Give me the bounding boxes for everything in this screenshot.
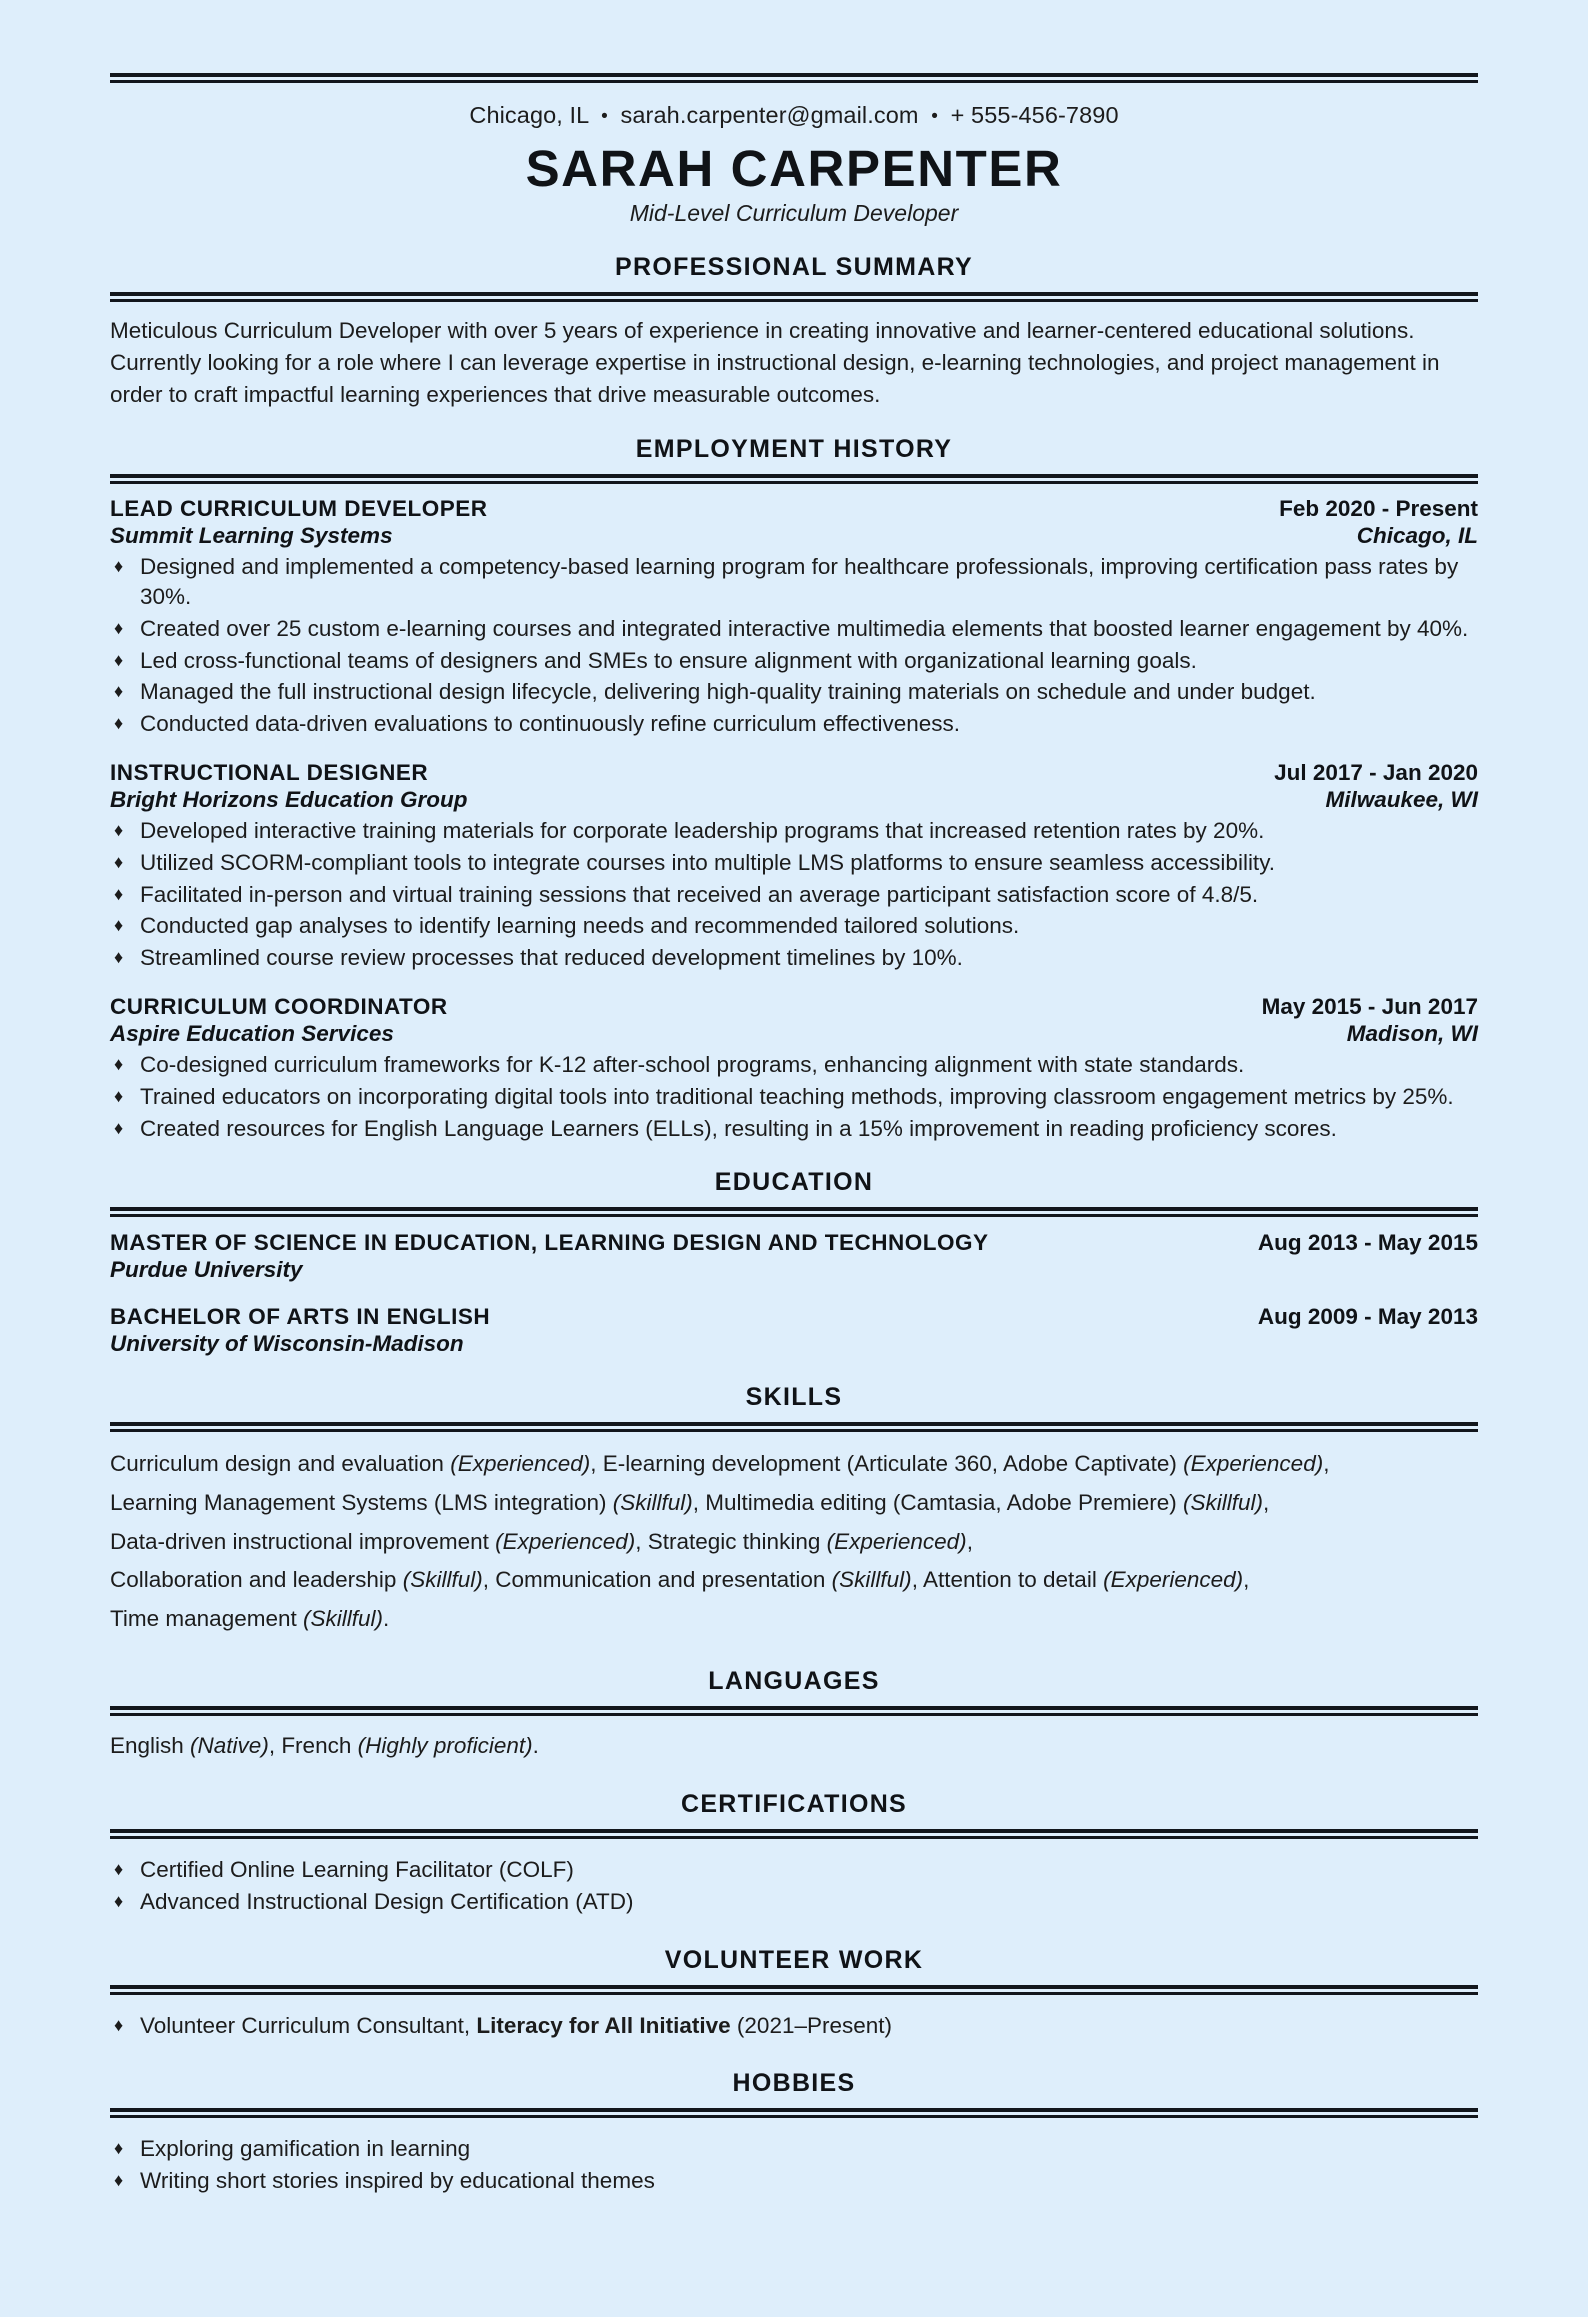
proficiency-label: (Experienced) bbox=[450, 1451, 591, 1477]
education-entry-subheader bbox=[110, 1257, 1478, 1283]
section-title-hobbies: HOBBIES bbox=[732, 2069, 856, 2098]
candidate-job-title: Mid-Level Curriculum Developer bbox=[629, 200, 959, 227]
bullet-text: Utilized SCORM-compliant tools to integrate courses into multiple LMS platforms to ensure seamless accessibility. bbox=[140, 850, 1276, 876]
employment-bullet bbox=[110, 1114, 1478, 1145]
certification-item bbox=[110, 1855, 1478, 1886]
employment-dates: May 2015 - Jun 2017 bbox=[1261, 994, 1478, 1020]
candidate-name: SARAH CARPENTER bbox=[525, 140, 1063, 197]
skills-line: Curriculum design and evaluation (Experienced), E-learning development (Articulate 360, Adobe Captivate) (Experienced), bbox=[110, 1451, 1330, 1477]
bullet-text: Exploring gamification in learning bbox=[140, 2136, 471, 2162]
summary-text: Meticulous Curriculum Developer with over 5 years of experience in creating innovative and learner-centered educational solutions. Currently looking for a role where I can leverage expertise in instructional design, e-learning technologies, and project management in order to craft impactful learning experiences that drive measurable outcomes. bbox=[110, 318, 1440, 407]
bullet-diamond-icon: ♦ bbox=[114, 649, 124, 670]
header-top-rule bbox=[110, 73, 1478, 83]
employment-bullet-list bbox=[110, 1050, 1478, 1144]
bullet-text: Facilitated in-person and virtual training sessions that received an average participant satisfaction score of 4.8/5. bbox=[140, 881, 1259, 907]
section-certifications bbox=[110, 1790, 1478, 1917]
hobbies-body bbox=[110, 2118, 1478, 2196]
employment-entry-subheader bbox=[110, 1021, 1478, 1047]
education-entry-subheader bbox=[110, 1331, 1478, 1357]
bullet-text: Volunteer Curriculum Consultant, Literacy for All Initiative (2021–Present) bbox=[140, 2012, 893, 2038]
education-entry bbox=[110, 1304, 1478, 1357]
section-hobbies bbox=[110, 2069, 1478, 2196]
employment-organization: Summit Learning Systems bbox=[110, 522, 393, 548]
employment-bullet bbox=[110, 1082, 1478, 1113]
volunteer-item bbox=[110, 2011, 1478, 2042]
employment-bullet bbox=[110, 552, 1478, 613]
section-rule-languages bbox=[110, 1706, 1478, 1716]
section-skills bbox=[110, 1383, 1478, 1638]
bullet-text: Conducted data-driven evaluations to continuously refine curriculum effectiveness. bbox=[140, 710, 961, 736]
proficiency-label: (Experienced) bbox=[495, 1528, 636, 1554]
section-education bbox=[110, 1168, 1478, 1357]
section-title-summary: PROFESSIONAL SUMMARY bbox=[615, 253, 973, 282]
languages-body bbox=[110, 1716, 1478, 1763]
section-rule-employment bbox=[110, 474, 1478, 484]
proficiency-label: (Skillful) bbox=[402, 1567, 483, 1593]
bullet-diamond-icon: ♦ bbox=[114, 883, 124, 904]
section-employment-history bbox=[110, 435, 1478, 1144]
employment-bullet bbox=[110, 677, 1478, 708]
section-professional-summary bbox=[110, 253, 1478, 411]
bullet-text: Writing short stories inspired by educational themes bbox=[140, 2167, 655, 2193]
section-rule-volunteer bbox=[110, 1985, 1478, 1995]
bullet-diamond-icon: ♦ bbox=[114, 1117, 124, 1138]
bullet-text: Created resources for English Language Learners (ELLs), resulting in a 15% improvement in reading proficiency scores. bbox=[140, 1115, 1337, 1141]
section-volunteer-work bbox=[110, 1946, 1478, 2042]
volunteer-list bbox=[110, 2011, 1478, 2042]
section-rule-skills bbox=[110, 1422, 1478, 1432]
employment-dates: Feb 2020 - Present bbox=[1279, 495, 1478, 521]
bullet-diamond-icon: ♦ bbox=[114, 712, 124, 733]
bullet-diamond-icon: ♦ bbox=[114, 1890, 124, 1911]
contact-separator-2: • bbox=[931, 106, 938, 127]
employment-entry-header bbox=[110, 760, 1478, 786]
proficiency-label: (Highly proficient) bbox=[357, 1732, 533, 1758]
certifications-body bbox=[110, 1839, 1478, 1917]
bullet-diamond-icon: ♦ bbox=[114, 946, 124, 967]
proficiency-label: (Experienced) bbox=[826, 1528, 967, 1554]
bullet-text: Developed interactive training materials for corporate leadership programs that increased retention rates by 20%. bbox=[140, 818, 1265, 844]
contact-location: Chicago, IL bbox=[469, 102, 589, 128]
bullet-text: Managed the full instructional design lifecycle, delivering high-quality training materials on schedule and under budget. bbox=[140, 679, 1316, 705]
contact-email[interactable]: sarah.carpenter@gmail.com bbox=[620, 102, 919, 128]
skills-body bbox=[110, 1432, 1478, 1638]
bullet-text: Certified Online Learning Facilitator (COLF) bbox=[140, 1857, 574, 1883]
education-entries bbox=[110, 1217, 1478, 1357]
skills-line: Collaboration and leadership (Skillful), Communication and presentation (Skillful), Attention to detail (Experienced), bbox=[110, 1567, 1250, 1593]
bullet-diamond-icon: ♦ bbox=[114, 820, 124, 841]
section-title-certifications: CERTIFICATIONS bbox=[680, 1790, 908, 1819]
employment-entry bbox=[110, 760, 1478, 973]
contact-phone[interactable]: + 555-456-7890 bbox=[950, 102, 1119, 128]
education-institution: University of Wisconsin-Madison bbox=[110, 1331, 464, 1357]
bullet-diamond-icon: ♦ bbox=[114, 2014, 124, 2035]
education-dates: Aug 2013 - May 2015 bbox=[1257, 1230, 1478, 1256]
hobby-item bbox=[110, 2134, 1478, 2165]
employment-role: INSTRUCTIONAL DESIGNER bbox=[110, 760, 429, 786]
employment-bullet bbox=[110, 880, 1478, 911]
employment-location: Milwaukee, WI bbox=[1325, 787, 1478, 813]
bullet-diamond-icon: ♦ bbox=[114, 915, 124, 936]
section-title-skills: SKILLS bbox=[745, 1383, 843, 1412]
employment-bullet bbox=[110, 646, 1478, 677]
bullet-diamond-icon: ♦ bbox=[114, 852, 124, 873]
education-degree: BACHELOR OF ARTS IN ENGLISH bbox=[110, 1304, 491, 1330]
section-title-education: EDUCATION bbox=[714, 1168, 874, 1197]
employment-organization: Bright Horizons Education Group bbox=[110, 787, 468, 813]
employment-bullet bbox=[110, 614, 1478, 645]
proficiency-label: (Native) bbox=[190, 1732, 269, 1758]
employment-bullet-list bbox=[110, 816, 1478, 973]
employment-role: CURRICULUM COORDINATOR bbox=[110, 994, 448, 1020]
education-entry-header bbox=[110, 1230, 1478, 1256]
certification-item bbox=[110, 1887, 1478, 1918]
employment-entry-subheader bbox=[110, 523, 1478, 549]
employment-bullet bbox=[110, 911, 1478, 942]
section-title-languages: LANGUAGES bbox=[708, 1666, 880, 1695]
section-title-volunteer: VOLUNTEER WORK bbox=[664, 1945, 924, 1974]
education-degree: MASTER OF SCIENCE IN EDUCATION, LEARNING DESIGN AND TECHNOLOGY bbox=[110, 1230, 989, 1256]
proficiency-label: (Skillful) bbox=[1182, 1489, 1263, 1515]
bullet-text: Streamlined course review processes that reduced development timelines by 10%. bbox=[140, 944, 963, 970]
employment-organization: Aspire Education Services bbox=[110, 1021, 394, 1047]
section-rule-certifications bbox=[110, 1829, 1478, 1839]
employment-bullet bbox=[110, 816, 1478, 847]
section-rule-hobbies bbox=[110, 2108, 1478, 2118]
bullet-text: Co-designed curriculum frameworks for K-12 after-school programs, enhancing alignment with state standards. bbox=[140, 1052, 1245, 1078]
employment-bullet bbox=[110, 709, 1478, 740]
proficiency-label: (Experienced) bbox=[1103, 1567, 1244, 1593]
skills-line: Data-driven instructional improvement (Experienced), Strategic thinking (Experienced), bbox=[110, 1528, 973, 1554]
education-entry-header bbox=[110, 1304, 1478, 1330]
proficiency-label: (Experienced) bbox=[1183, 1451, 1324, 1477]
section-title-employment: EMPLOYMENT HISTORY bbox=[635, 434, 953, 463]
bullet-text: Led cross-functional teams of designers and SMEs to ensure alignment with organizational learning goals. bbox=[140, 647, 1197, 673]
employment-dates: Jul 2017 - Jan 2020 bbox=[1274, 760, 1478, 786]
skills-line: Learning Management Systems (LMS integration) (Skillful), Multimedia editing (Camtasia, Adobe Premiere) (Skillful), bbox=[110, 1489, 1270, 1515]
employment-entry bbox=[110, 994, 1478, 1144]
proficiency-label: (Skillful) bbox=[612, 1489, 693, 1515]
bullet-text: Designed and implemented a competency-based learning program for healthcare professionals, improving certification pass rates by 30%. bbox=[140, 553, 1459, 610]
resume-page bbox=[0, 73, 1588, 2317]
contact-line bbox=[110, 102, 1478, 129]
employment-entry-header bbox=[110, 496, 1478, 522]
proficiency-label: (Skillful) bbox=[303, 1605, 384, 1631]
employment-entry-subheader bbox=[110, 787, 1478, 813]
section-rule-education bbox=[110, 1207, 1478, 1217]
employment-entry bbox=[110, 496, 1478, 740]
summary-body bbox=[110, 302, 1478, 411]
bullet-text: Created over 25 custom e-learning courses and integrated interactive multimedia elements that boosted learner engagement by 40%. bbox=[140, 616, 1469, 642]
employment-entry-header bbox=[110, 994, 1478, 1020]
emphasis-text: Literacy for All Initiative bbox=[476, 2012, 731, 2038]
employment-bullet-list bbox=[110, 552, 1478, 740]
hobbies-list bbox=[110, 2134, 1478, 2196]
education-dates: Aug 2009 - May 2013 bbox=[1257, 1304, 1478, 1330]
bullet-text: Trained educators on incorporating digital tools into traditional teaching methods, improving classroom engagement metrics by 25%. bbox=[140, 1084, 1454, 1110]
bullet-text: Advanced Instructional Design Certification (ATD) bbox=[140, 1888, 634, 1914]
bullet-diamond-icon: ♦ bbox=[114, 1859, 124, 1880]
section-languages bbox=[110, 1667, 1478, 1763]
bullet-diamond-icon: ♦ bbox=[114, 618, 124, 639]
bullet-text: Conducted gap analyses to identify learning needs and recommended tailored solutions. bbox=[140, 913, 1020, 939]
volunteer-body bbox=[110, 1995, 1478, 2042]
bullet-diamond-icon: ♦ bbox=[114, 681, 124, 702]
employment-role: LEAD CURRICULUM DEVELOPER bbox=[110, 495, 488, 521]
employment-location: Madison, WI bbox=[1346, 1021, 1478, 1047]
employment-location: Chicago, IL bbox=[1356, 522, 1478, 548]
hobby-item bbox=[110, 2166, 1478, 2197]
education-institution: Purdue University bbox=[110, 1257, 303, 1283]
contact-separator-1: • bbox=[601, 106, 608, 127]
proficiency-label: (Skillful) bbox=[831, 1567, 912, 1593]
skills-line: Time management (Skillful). bbox=[110, 1605, 390, 1631]
employment-bullet bbox=[110, 943, 1478, 974]
bullet-diamond-icon: ♦ bbox=[114, 1086, 124, 1107]
section-rule-summary bbox=[110, 292, 1478, 302]
bullet-diamond-icon: ♦ bbox=[114, 555, 124, 576]
employment-entries bbox=[110, 484, 1478, 1144]
certifications-list bbox=[110, 1855, 1478, 1917]
employment-bullet bbox=[110, 1050, 1478, 1081]
bullet-diamond-icon: ♦ bbox=[114, 1054, 124, 1075]
employment-bullet bbox=[110, 848, 1478, 879]
bullet-diamond-icon: ♦ bbox=[114, 2169, 124, 2190]
languages-line: English (Native), French (Highly proficient). bbox=[110, 1732, 539, 1758]
bullet-diamond-icon: ♦ bbox=[114, 2138, 124, 2159]
education-entry bbox=[110, 1230, 1478, 1283]
